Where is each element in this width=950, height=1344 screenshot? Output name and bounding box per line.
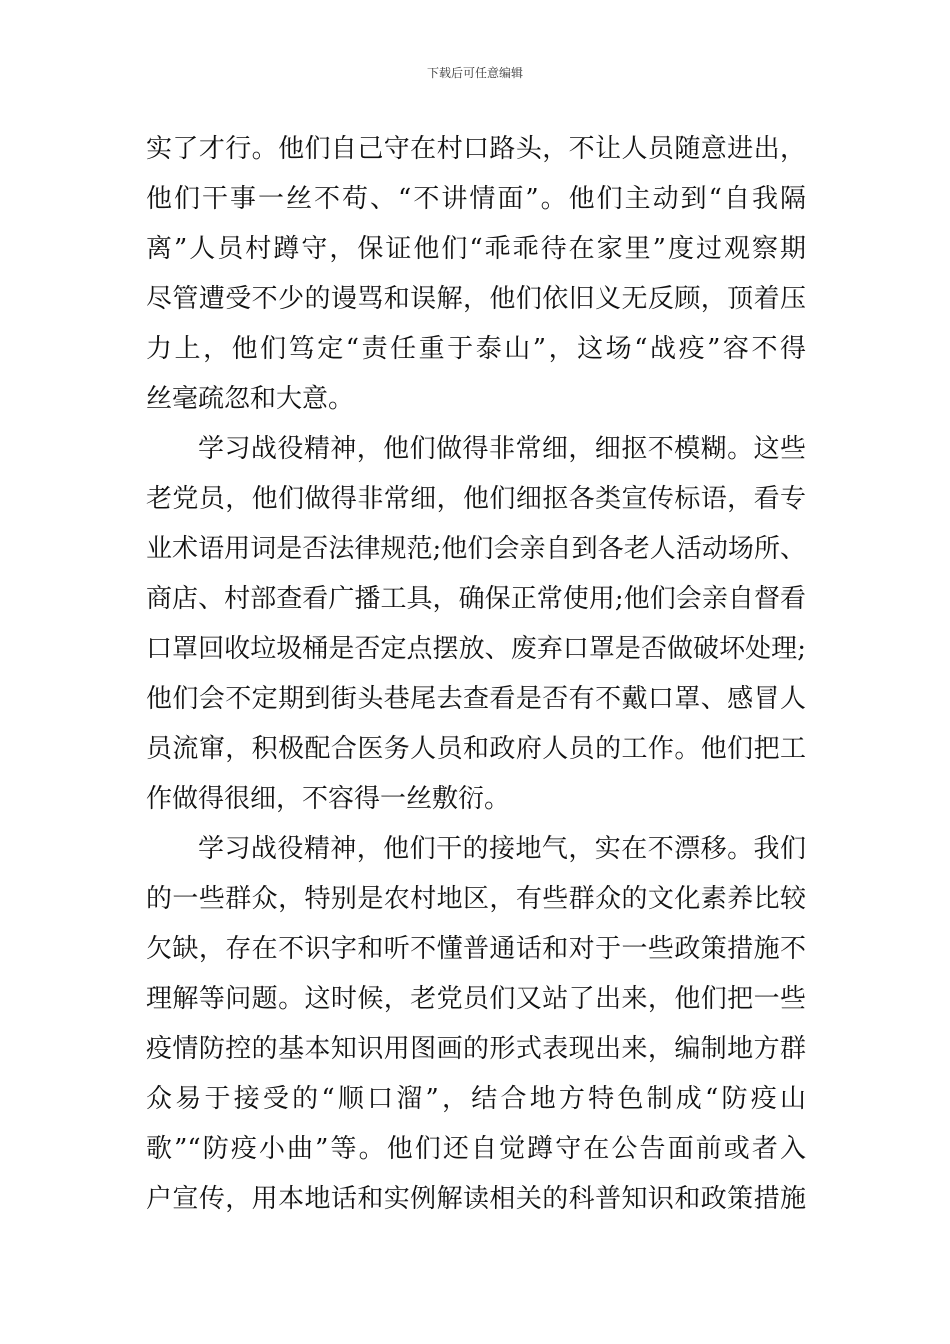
text-line: 作做得很细，不容得一丝敷衍。 xyxy=(146,784,511,814)
text-line: 疫情防控的基本知识用图画的形式表现出来，编制地方群 xyxy=(146,1034,806,1064)
page-header: 下载后可任意编辑 xyxy=(426,66,523,80)
text-line: 老党员，他们做得非常细，他们细抠各类宣传标语，看专 xyxy=(146,484,806,514)
text-line: 众易于接受的“顺口溜”，结合地方特色制成“防疫山 xyxy=(146,1084,806,1114)
text-line: 理解等问题。这时候，老党员们又站了出来，他们把一些 xyxy=(146,984,806,1014)
text-line: 商店、村部查看广播工具，确保正常使用;他们会亲自督看 xyxy=(146,584,806,614)
paragraph xyxy=(146,424,806,824)
paragraph xyxy=(146,824,806,1224)
text-line: 的一些群众，特别是农村地区，有些群众的文化素养比较 xyxy=(146,884,806,914)
text-line: 员流窜，积极配合医务人员和政府人员的工作。他们把工 xyxy=(146,734,806,764)
text-line: 歌”“防疫小曲”等。他们还自觉蹲守在公告面前或者入 xyxy=(146,1134,806,1164)
text-line: 离”人员村蹲守，保证他们“乖乖待在家里”度过观察期 xyxy=(146,234,806,264)
text-line: 欠缺，存在不识字和听不懂普通话和对于一些政策措施不 xyxy=(146,934,806,964)
text-line: 学习战役精神，他们干的接地气，实在不漂移。我们 xyxy=(198,834,806,864)
text-line: 丝毫疏忽和大意。 xyxy=(146,384,355,414)
text-line: 尽管遭受不少的谩骂和误解，他们依旧义无反顾，顶着压 xyxy=(146,284,806,314)
text-line: 户宣传，用本地话和实例解读相关的科普知识和政策措施 xyxy=(146,1184,806,1214)
text-line: 实了才行。他们自己守在村口路头，不让人员随意进出， xyxy=(146,134,806,164)
text-line: 力上，他们笃定“责任重于泰山”，这场“战疫”容不得 xyxy=(146,334,806,364)
paragraph xyxy=(146,124,806,424)
text-line: 他们干事一丝不苟、“不讲情面”。他们主动到“自我隔 xyxy=(146,184,806,214)
text-line: 学习战役精神，他们做得非常细，细抠不模糊。这些 xyxy=(198,434,806,464)
text-line: 他们会不定期到街头巷尾去查看是否有不戴口罩、感冒人 xyxy=(146,684,806,714)
text-line: 业术语用词是否法律规范;他们会亲自到各老人活动场所、 xyxy=(146,534,806,564)
document-body xyxy=(146,124,806,1224)
text-line: 口罩回收垃圾桶是否定点摆放、废弃口罩是否做破坏处理; xyxy=(146,634,806,664)
